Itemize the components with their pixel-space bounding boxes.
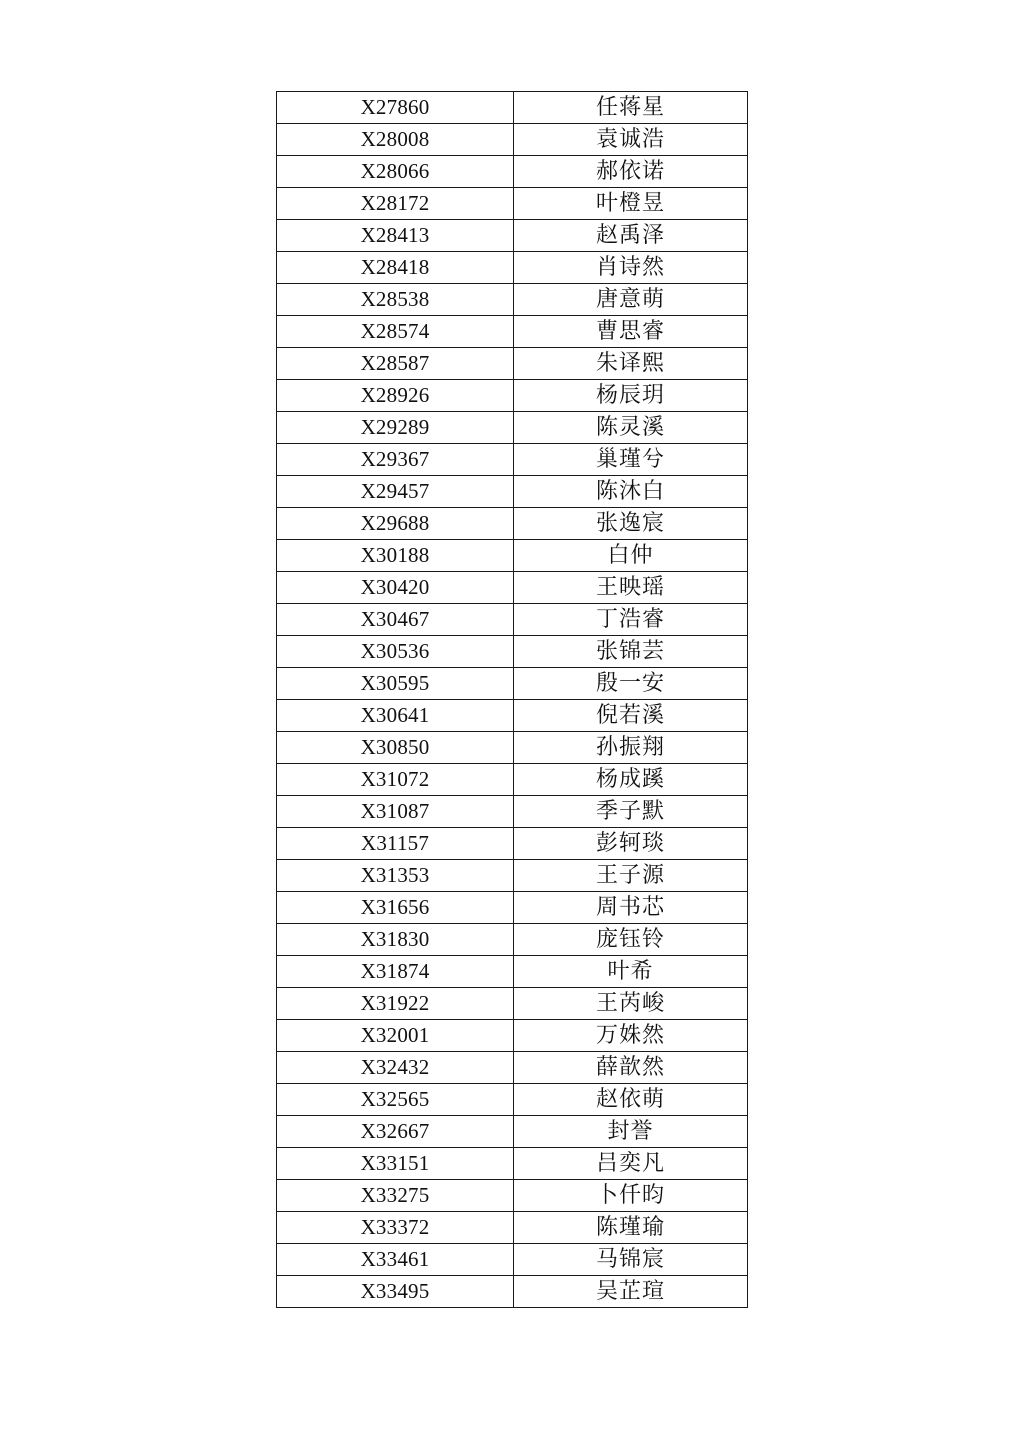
student-id-cell: X30595 (277, 668, 514, 700)
student-id-cell: X27860 (277, 92, 514, 124)
student-id-cell: X31874 (277, 956, 514, 988)
student-name-cell: 马锦宸 (514, 1244, 748, 1276)
student-id-cell: X33151 (277, 1148, 514, 1180)
student-name-cell: 孙振翔 (514, 732, 748, 764)
student-name-cell: 叶橙昱 (514, 188, 748, 220)
student-id-cell: X28574 (277, 316, 514, 348)
table-row (277, 476, 748, 508)
student-name-cell: 叶希 (514, 956, 748, 988)
table-row (277, 188, 748, 220)
table-row (277, 124, 748, 156)
student-id-cell: X28418 (277, 252, 514, 284)
table-row (277, 92, 748, 124)
student-id-cell: X28587 (277, 348, 514, 380)
student-name-cell: 王映瑶 (514, 572, 748, 604)
table-row (277, 700, 748, 732)
student-id-cell: X32667 (277, 1116, 514, 1148)
table-row (277, 252, 748, 284)
student-id-cell: X33461 (277, 1244, 514, 1276)
student-name-cell: 殷一安 (514, 668, 748, 700)
roster-table (276, 91, 748, 1308)
student-name-cell: 庞钰铃 (514, 924, 748, 956)
student-id-cell: X28172 (277, 188, 514, 220)
student-name-cell: 倪若溪 (514, 700, 748, 732)
student-name-cell: 季子默 (514, 796, 748, 828)
table-row (277, 1084, 748, 1116)
student-id-cell: X33495 (277, 1276, 514, 1308)
student-id-cell: X30188 (277, 540, 514, 572)
table-row (277, 444, 748, 476)
student-id-cell: X29688 (277, 508, 514, 540)
table-row (277, 732, 748, 764)
student-name-cell: 万姝然 (514, 1020, 748, 1052)
table-row (277, 828, 748, 860)
table-row (277, 1180, 748, 1212)
student-name-cell: 王子源 (514, 860, 748, 892)
student-name-cell: 任蒋星 (514, 92, 748, 124)
table-row (277, 572, 748, 604)
student-id-cell: X28538 (277, 284, 514, 316)
student-name-cell: 杨成蹊 (514, 764, 748, 796)
student-name-cell: 赵依萌 (514, 1084, 748, 1116)
table-row (277, 604, 748, 636)
student-id-cell: X30850 (277, 732, 514, 764)
table-row (277, 220, 748, 252)
student-name-cell: 王芮峻 (514, 988, 748, 1020)
student-id-cell: X31353 (277, 860, 514, 892)
table-row (277, 860, 748, 892)
table-row (277, 1276, 748, 1308)
student-id-cell: X31656 (277, 892, 514, 924)
table-row (277, 796, 748, 828)
student-name-cell: 彭轲琰 (514, 828, 748, 860)
student-name-cell: 巢瑾兮 (514, 444, 748, 476)
student-id-cell: X28008 (277, 124, 514, 156)
student-name-cell: 曹思睿 (514, 316, 748, 348)
student-name-cell: 陈沐白 (514, 476, 748, 508)
student-id-cell: X33275 (277, 1180, 514, 1212)
student-id-cell: X30420 (277, 572, 514, 604)
student-id-cell: X30467 (277, 604, 514, 636)
table-row (277, 1020, 748, 1052)
table-row (277, 636, 748, 668)
student-name-cell: 肖诗然 (514, 252, 748, 284)
student-name-cell: 唐意萌 (514, 284, 748, 316)
student-name-cell: 陈灵溪 (514, 412, 748, 444)
student-name-cell: 张逸宸 (514, 508, 748, 540)
student-id-cell: X32565 (277, 1084, 514, 1116)
student-id-cell: X29457 (277, 476, 514, 508)
student-id-cell: X29289 (277, 412, 514, 444)
student-id-cell: X31157 (277, 828, 514, 860)
table-row (277, 156, 748, 188)
student-id-cell: X31072 (277, 764, 514, 796)
student-id-cell: X29367 (277, 444, 514, 476)
student-name-cell: 白仲 (514, 540, 748, 572)
table-row (277, 892, 748, 924)
student-name-cell: 赵禹泽 (514, 220, 748, 252)
student-id-cell: X30641 (277, 700, 514, 732)
table-row (277, 956, 748, 988)
table-row (277, 924, 748, 956)
student-id-cell: X28066 (277, 156, 514, 188)
student-name-cell: 薛歆然 (514, 1052, 748, 1084)
table-row (277, 316, 748, 348)
student-id-cell: X28413 (277, 220, 514, 252)
table-row (277, 508, 748, 540)
student-id-cell: X31922 (277, 988, 514, 1020)
student-id-cell: X32001 (277, 1020, 514, 1052)
student-name-cell: 吕奕凡 (514, 1148, 748, 1180)
table-row (277, 380, 748, 412)
student-name-cell: 陈瑾瑜 (514, 1212, 748, 1244)
student-name-cell: 张锦芸 (514, 636, 748, 668)
table-row (277, 1116, 748, 1148)
student-name-cell: 周书芯 (514, 892, 748, 924)
table-row (277, 412, 748, 444)
table-row (277, 668, 748, 700)
table-row (277, 764, 748, 796)
table-row (277, 1244, 748, 1276)
student-id-cell: X33372 (277, 1212, 514, 1244)
table-row (277, 540, 748, 572)
student-id-cell: X31087 (277, 796, 514, 828)
student-name-cell: 吴芷瑄 (514, 1276, 748, 1308)
student-id-cell: X31830 (277, 924, 514, 956)
student-id-cell: X28926 (277, 380, 514, 412)
table-row (277, 284, 748, 316)
roster-table-body (277, 92, 748, 1308)
student-id-cell: X32432 (277, 1052, 514, 1084)
student-name-cell: 卜仟昀 (514, 1180, 748, 1212)
table-row (277, 1052, 748, 1084)
table-row (277, 1148, 748, 1180)
table-row (277, 348, 748, 380)
table-row (277, 1212, 748, 1244)
table-row (277, 988, 748, 1020)
student-name-cell: 丁浩睿 (514, 604, 748, 636)
student-name-cell: 袁诚浩 (514, 124, 748, 156)
student-name-cell: 朱译熙 (514, 348, 748, 380)
student-name-cell: 杨辰玥 (514, 380, 748, 412)
student-name-cell: 封誉 (514, 1116, 748, 1148)
student-name-cell: 郝依诺 (514, 156, 748, 188)
student-id-cell: X30536 (277, 636, 514, 668)
